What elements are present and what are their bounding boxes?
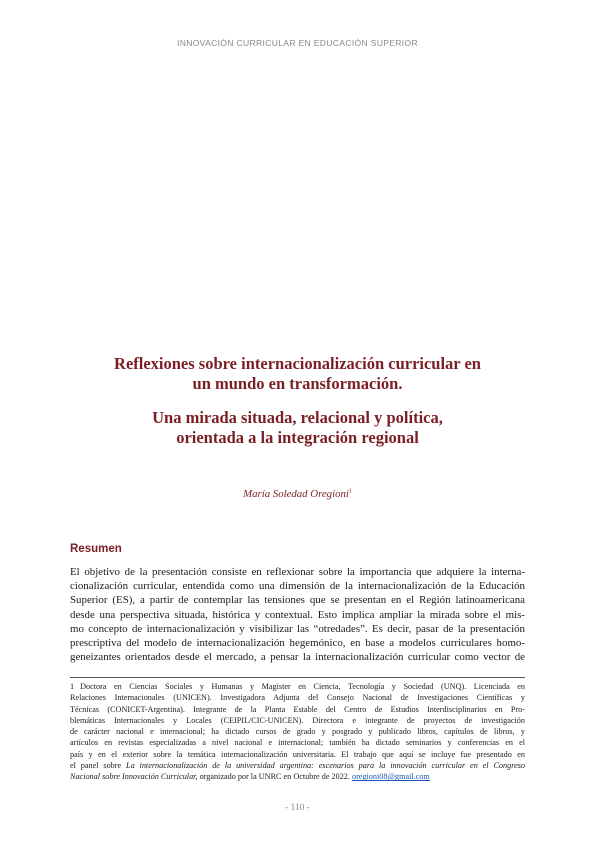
footnote-line: país y en el exterior sobre la temática internacionalización universitaria. El trabajo que aquí se incluye fue presentado en xyxy=(70,749,525,759)
abstract-line: desde una perspectiva situada, histórica y contextual. Esto implica ampliar la mirada sobre el mis- xyxy=(70,608,525,621)
article-title-block xyxy=(70,354,525,448)
abstract-line: El objetivo de la presentación consiste en reflexionar sobre la importancia que adquiere la interna- xyxy=(70,566,525,578)
abstract-line: geneizantes orientados desde el mercado, a pensar la internacionalización curricular como vector de xyxy=(70,651,525,664)
title-line: Reflexiones sobre internacionalización curricular en xyxy=(114,354,481,373)
footnote-line: Relaciones Internacionales (UNICEN). Investigadora Adjunta del Consejo Nacional de Investigaciones Científicas y xyxy=(70,693,525,703)
footnote-text: organizado por la UNRC en Octubre de 2022. xyxy=(197,772,352,782)
footnote-line: blemáticas Internacionales y Locales (CEIPIL/CIC-UNICEN). Directora e integrante de proyectos de investigación xyxy=(70,715,525,725)
article-title xyxy=(70,354,525,394)
footnote-line xyxy=(70,681,525,692)
abstract-body xyxy=(70,565,525,664)
subtitle-line: Una mirada situada, relacional y política, xyxy=(152,408,443,427)
article-subtitle xyxy=(70,408,525,448)
footnote-text: Doctora en Ciencias Sociales y Humanas y Magister en Ciencia, Tecnología y Sociedad (UNQ). Licenciada en xyxy=(80,682,525,691)
abstract-line: cionalización curricular, entendida como una dimensión de la internacionalización de la Educación xyxy=(70,580,525,593)
abstract-line: prescriptiva del modelo de internacionalización hegemónico, en base a modelos curriculares homo- xyxy=(70,637,525,650)
author-name: María Soledad Oregioni xyxy=(243,488,349,500)
title-line: un mundo en transformación. xyxy=(192,374,403,393)
author-line xyxy=(0,488,595,500)
footnote-line: Técnicas (CONICET-Argentina). Integrante de la Planta Estable del Centro de Estudios Interdisciplinarios en Pro- xyxy=(70,704,525,714)
author-footnote-mark[interactable]: 1 xyxy=(348,488,352,495)
footnote-line: de carácter nacional e internacional; ha dictado cursos de grado y posgrado y publicado libros, capítulos de libros, y xyxy=(70,727,525,737)
footnote-line: artículos en revistas especializadas a nivel nacional e internacional; también ha dictado seminarios y conferencias en el xyxy=(70,738,525,748)
footnote-divider xyxy=(70,677,525,678)
abstract-line: mo concepto de internacionalización y visibilizar las “otredades”. Es decir, pasar de la presentación xyxy=(70,622,525,635)
running-header: INNOVACIÓN CURRICULAR EN EDUCACIÓN SUPERIOR xyxy=(177,38,418,48)
subtitle-line: orientada a la integración regional xyxy=(176,428,419,447)
footnote-italic-title: Nacional sobre Innovación Curricular, xyxy=(70,772,198,782)
footnote-mark: 1 xyxy=(70,682,75,691)
email-link[interactable]: oregioni08@gmail.com xyxy=(351,772,430,782)
footnote xyxy=(70,681,525,783)
footnote-line xyxy=(70,760,525,771)
page-number: - 110 - xyxy=(285,803,310,813)
footnote-italic-title: La internacionalización de la universidad argentina: escenarios para la innovación curricular en el Congreso xyxy=(126,761,526,771)
footnote-line xyxy=(70,771,525,782)
abstract-line: Superior (ES), a partir de contemplar las tensiones que se presentan en el Región latinoamericana xyxy=(70,594,525,607)
section-heading-resumen: Resumen xyxy=(70,543,122,555)
footnote-text: el panel sobre xyxy=(70,761,127,771)
